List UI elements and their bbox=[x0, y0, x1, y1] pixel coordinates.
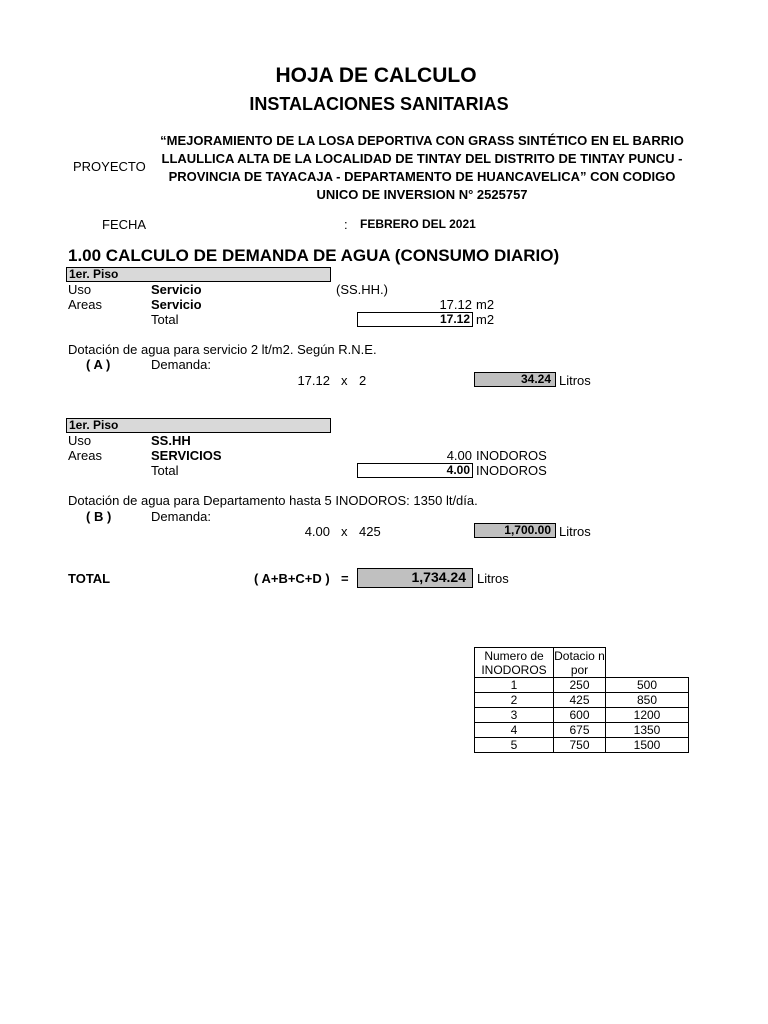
table-cell: 250 bbox=[554, 678, 606, 693]
result-b: 1,700.00 bbox=[474, 523, 556, 538]
areas-value-a: 17.12 bbox=[439, 297, 472, 312]
total-equals: = bbox=[341, 571, 349, 586]
calc-x-b: x bbox=[341, 524, 348, 539]
grand-total-value: 1,734.24 bbox=[357, 568, 473, 588]
header-numero-inodoros: Numero de INODOROS bbox=[475, 648, 554, 678]
table-cell: 1 bbox=[475, 678, 554, 693]
page-title: HOJA DE CALCULO bbox=[275, 64, 477, 87]
piso-header-b: 1er. Piso bbox=[66, 418, 331, 433]
total-label: TOTAL bbox=[68, 571, 111, 586]
table-cell: 425 bbox=[554, 693, 606, 708]
total-formula: ( A+B+C+D ) bbox=[254, 571, 330, 586]
proyecto-description: “MEJORAMIENTO DE LA LOSA DEPORTIVA CON GRASS SINTÉTICO EN EL BARRIO LLAULLICA ALTA DE LA LOCALIDAD DE TINTAY DEL DISTRITO DE TINTAY PUNCU - PROVINCIA DE TAYACAJA - DEPARTAMENTO DE HUANCAVELICA” CON CODIGO UNICO DE INVERSION N° 2525757 bbox=[160, 133, 684, 202]
table-cell: 2 bbox=[475, 693, 554, 708]
inodoros-reference-table bbox=[474, 647, 689, 753]
code-b: ( B ) bbox=[86, 509, 112, 524]
uso-label-b: Uso bbox=[68, 433, 92, 448]
code-a: ( A ) bbox=[86, 357, 111, 372]
areas-name-b: SERVICIOS bbox=[151, 448, 222, 463]
areas-label-b: Areas bbox=[68, 448, 102, 463]
table-row bbox=[475, 738, 689, 753]
table-cell: 500 bbox=[606, 678, 689, 693]
total-unit-a: m2 bbox=[476, 312, 495, 327]
uso-value-a: Servicio bbox=[151, 282, 202, 297]
header-empty bbox=[606, 648, 689, 678]
areas-label-a: Areas bbox=[68, 297, 102, 312]
uso-value-b: SS.HH bbox=[151, 433, 191, 448]
fecha-colon: : bbox=[344, 217, 348, 232]
table-cell: 5 bbox=[475, 738, 554, 753]
grand-total-unit: Litros bbox=[477, 571, 509, 586]
result-unit-b: Litros bbox=[559, 524, 591, 539]
uso-label-a: Uso bbox=[68, 282, 92, 297]
result-a: 34.24 bbox=[474, 372, 556, 387]
table-cell: 600 bbox=[554, 708, 606, 723]
uso-note-a: (SS.HH.) bbox=[336, 282, 388, 297]
total-label-a: Total bbox=[151, 312, 179, 327]
fecha-value: FEBRERO DEL 2021 bbox=[360, 217, 476, 231]
total-unit-b: INODOROS bbox=[476, 463, 547, 478]
calc-factor-a: 2 bbox=[359, 373, 367, 388]
table-cell: 4 bbox=[475, 723, 554, 738]
table-cell: 675 bbox=[554, 723, 606, 738]
table-cell: 1350 bbox=[606, 723, 689, 738]
calc-qty-a: 17.12 bbox=[297, 373, 330, 388]
areas-unit-b: INODOROS bbox=[476, 448, 547, 463]
table-cell: 1500 bbox=[606, 738, 689, 753]
dotacion-b: Dotación de agua para Departamento hasta 5 INODOROS: 1350 lt/día. bbox=[68, 493, 478, 508]
table-cell: 750 bbox=[554, 738, 606, 753]
demanda-label-b: Demanda: bbox=[151, 509, 211, 524]
areas-name-a: Servicio bbox=[151, 297, 202, 312]
calc-qty-b: 4.00 bbox=[304, 524, 330, 539]
piso-header-a: 1er. Piso bbox=[66, 267, 331, 282]
fecha-label: FECHA bbox=[102, 217, 147, 232]
table-row bbox=[475, 678, 689, 693]
result-unit-a: Litros bbox=[559, 373, 591, 388]
table-cell: 3 bbox=[475, 708, 554, 723]
areas-value-b: 4.00 bbox=[446, 448, 472, 463]
header-dotacion: Dotacio n por bbox=[554, 649, 605, 677]
table-row bbox=[475, 693, 689, 708]
section-title: 1.00 CALCULO DE DEMANDA DE AGUA (CONSUMO DIARIO) bbox=[68, 246, 560, 265]
total-value-b: 4.00 bbox=[357, 463, 473, 478]
dotacion-a: Dotación de agua para servicio 2 lt/m2. Según R.N.E. bbox=[68, 342, 377, 357]
demanda-label-a: Demanda: bbox=[151, 357, 211, 372]
total-value-a: 17.12 bbox=[357, 312, 473, 327]
table-cell: 850 bbox=[606, 693, 689, 708]
table-row bbox=[475, 708, 689, 723]
proyecto-label: PROYECTO bbox=[73, 159, 146, 174]
page-subtitle: INSTALACIONES SANITARIAS bbox=[249, 94, 509, 114]
total-label-b: Total bbox=[151, 463, 179, 478]
table-header-row bbox=[475, 648, 689, 678]
calc-factor-b: 425 bbox=[359, 524, 381, 539]
areas-unit-a: m2 bbox=[476, 297, 495, 312]
calc-x-a: x bbox=[341, 373, 348, 388]
table-cell: 1200 bbox=[606, 708, 689, 723]
table-row bbox=[475, 723, 689, 738]
